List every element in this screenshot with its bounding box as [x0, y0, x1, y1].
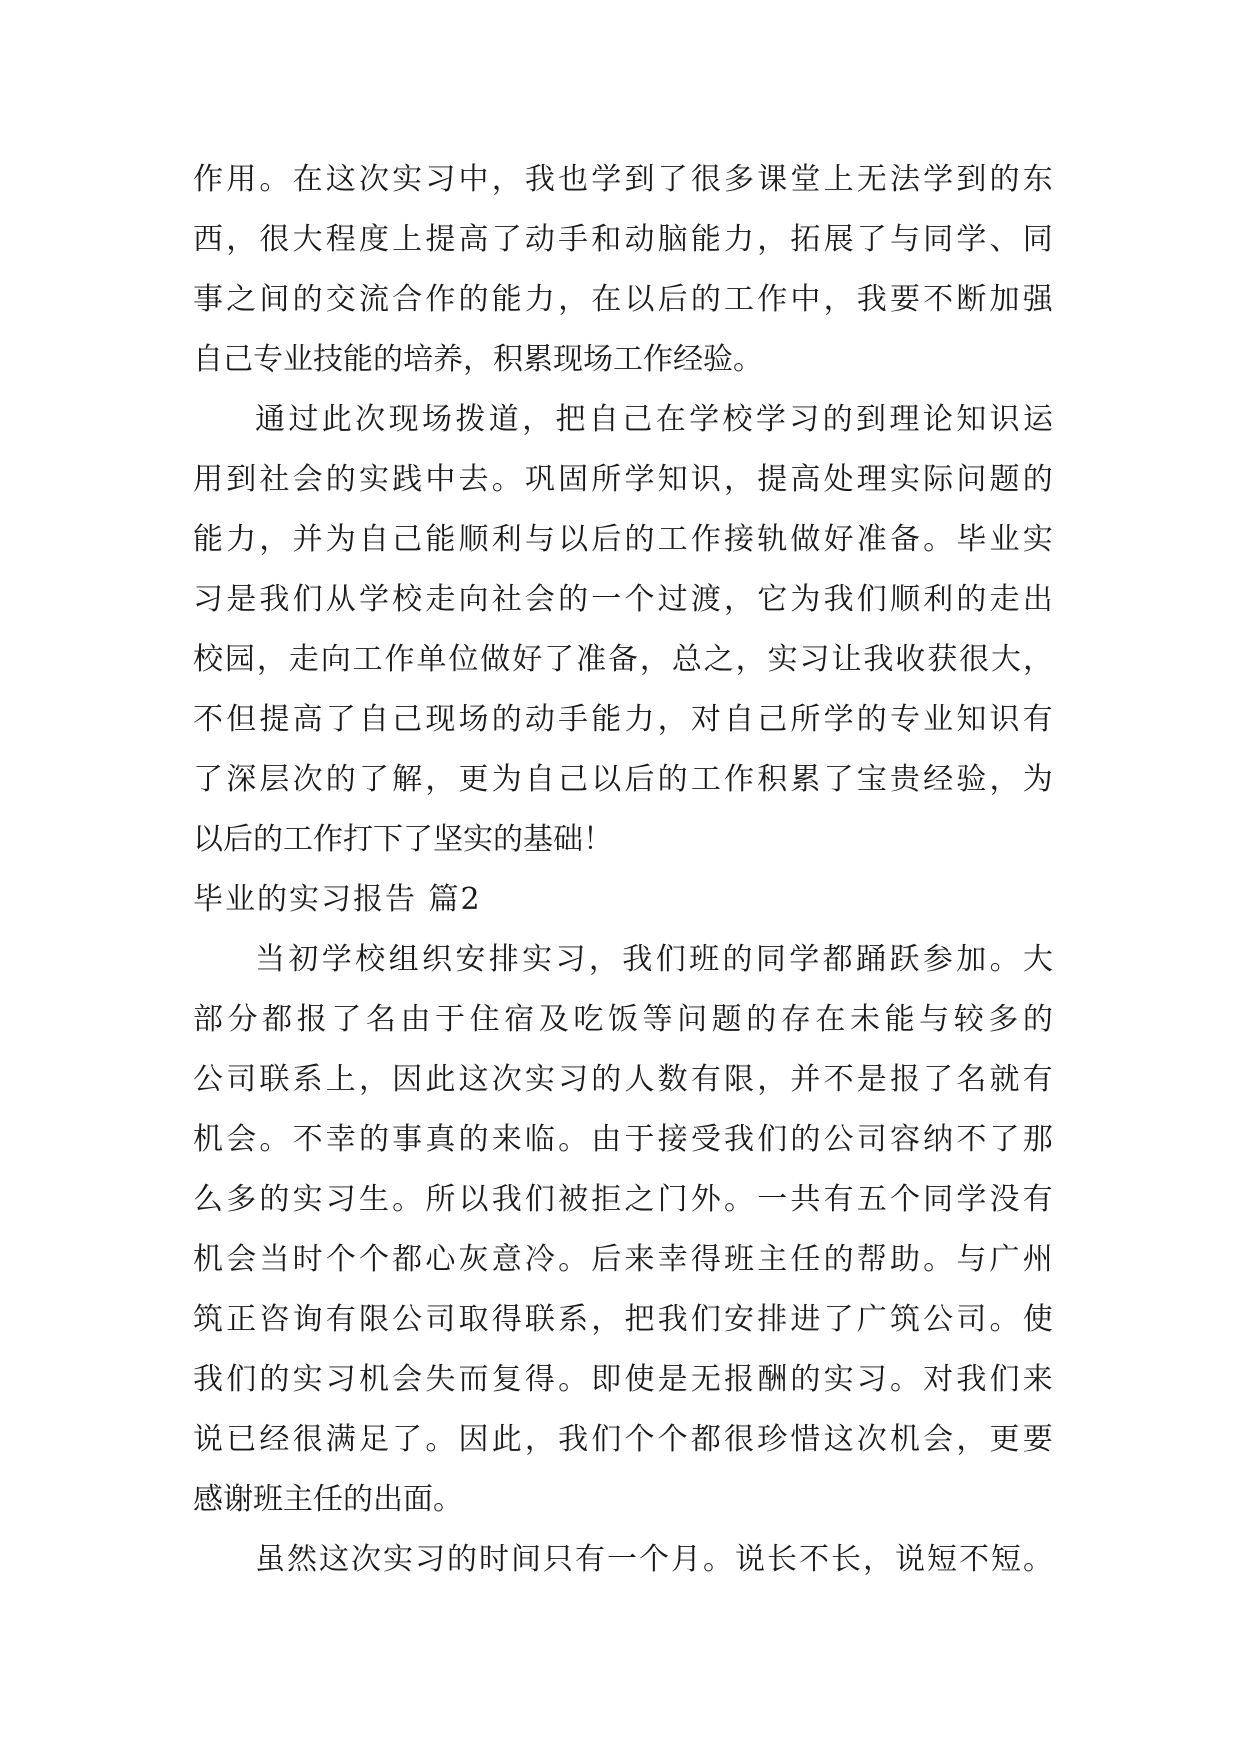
text-line: 机 会 当 时 个 个 都 心 灰 意 冷 。 后 来 幸 得 班 主 任 的 帮 助 。 与 广 州	[193, 1242, 1053, 1277]
text-line: 公 司 联 系 上 ， 因 此 这 次 实 习 的 人 数 有 限 ， 并 不 是 报 了 名 就 有	[193, 1062, 1053, 1097]
text-line: 以后的工作打下了坚实的基础！	[193, 822, 613, 857]
section-heading: 毕业的实习报告 篇2	[193, 882, 482, 917]
text-line: 作 用 。 在 这 次 实 习 中 ， 我 也 学 到 了 很 多 课 堂 上 无 法 学 到 的 东	[193, 162, 1053, 197]
text-line: 事 之 间 的 交 流 合 作 的 能 力 ， 在 以 后 的 工 作 中 ， 我 要 不 断 加 强	[193, 282, 1053, 317]
text-line: 感谢班主任的出面。	[193, 1482, 463, 1517]
text-line: 虽 然 这 次 实 习 的 时 间 只 有 一 个 月 。 说 长 不 长 ， 说 短 不 短 。	[255, 1542, 1053, 1577]
text-line: 么 多 的 实 习 生 。 所 以 我 们 被 拒 之 门 外 。 一 共 有 五 个 同 学 没 有	[193, 1182, 1053, 1217]
text-line: 能 力 ， 并 为 自 己 能 顺 利 与 以 后 的 工 作 接 轨 做 好 准 备 。 毕 业 实	[193, 522, 1053, 557]
text-line: 机 会 。 不 幸 的 事 真 的 来 临 。 由 于 接 受 我 们 的 公 司 容 纳 不 了 那	[193, 1122, 1053, 1157]
document-body	[193, 150, 1053, 1590]
text-line: 校 园 ， 走 向 工 作 单 位 做 好 了 准 备 ， 总 之 ， 实 习 让 我 收 获 很 大 ，	[193, 642, 1053, 677]
text-line: 筑 正 咨 询 有 限 公 司 取 得 联 系 ， 把 我 们 安 排 进 了 广 筑 公 司 。 使	[193, 1302, 1053, 1337]
text-line: 自己专业技能的培养，积累现场工作经验。	[193, 342, 763, 377]
text-line: 西 ， 很 大 程 度 上 提 高 了 动 手 和 动 脑 能 力 ， 拓 展 了 与 同 学 、 同	[193, 222, 1053, 257]
text-line: 不 但 提 高 了 自 己 现 场 的 动 手 能 力 ， 对 自 己 所 学 的 专 业 知 识 有	[193, 702, 1053, 737]
text-line: 当 初 学 校 组 织 安 排 实 习 ， 我 们 班 的 同 学 都 踊 跃 参 加 。 大	[255, 942, 1053, 977]
text-line: 说 已 经 很 满 足 了 。 因 此 ， 我 们 个 个 都 很 珍 惜 这 次 机 会 ， 更 要	[193, 1422, 1053, 1457]
text-line: 了 深 层 次 的 了 解 ， 更 为 自 己 以 后 的 工 作 积 累 了 宝 贵 经 验 ， 为	[193, 762, 1053, 797]
text-line: 我 们 的 实 习 机 会 失 而 复 得 。 即 使 是 无 报 酬 的 实 习 。 对 我 们 来	[193, 1362, 1053, 1397]
text-line: 通 过 此 次 现 场 拨 道 ， 把 自 己 在 学 校 学 习 的 到 理 论 知 识 运	[255, 402, 1053, 437]
text-line: 部 分 都 报 了 名 由 于 住 宿 及 吃 饭 等 问 题 的 存 在 未 能 与 较 多 的	[193, 1002, 1053, 1037]
text-line: 习 是 我 们 从 学 校 走 向 社 会 的 一 个 过 渡 ， 它 为 我 们 顺 利 的 走 出	[193, 582, 1053, 617]
text-line: 用 到 社 会 的 实 践 中 去 。 巩 固 所 学 知 识 ， 提 高 处 理 实 际 问 题 的	[193, 462, 1053, 497]
